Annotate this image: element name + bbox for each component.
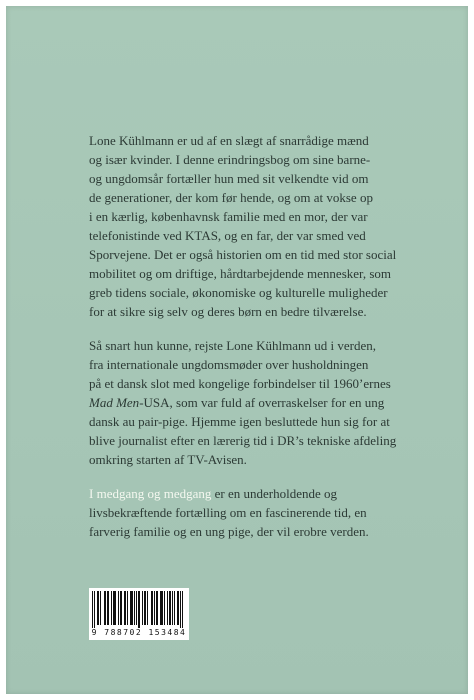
barcode-bar — [115, 591, 116, 625]
blurb-line: Sporvejene. Det er også historien om en tid med stor social — [89, 247, 397, 262]
blurb-line: på et dansk slot med kongelige forbindelser til 1960’ernes — [89, 376, 391, 391]
barcode-bar — [105, 591, 106, 625]
barcode-bar — [138, 591, 139, 628]
barcode-bar — [113, 591, 114, 625]
barcode-bar — [169, 591, 170, 625]
barcode-bar — [100, 591, 101, 625]
barcode-bar — [172, 591, 173, 625]
blurb-line: livsbekræftende fortælling om en fascinerende tid, en — [89, 505, 367, 520]
blurb-line: dansk au pair-pige. Hjemme igen besluttede hun sig for at — [89, 414, 390, 429]
barcode-bar — [180, 591, 181, 628]
barcode-bar — [170, 591, 171, 625]
barcode-bar — [151, 591, 152, 625]
barcode-bar — [161, 591, 162, 625]
blurb-paragraph-3 — [89, 484, 414, 541]
blurb-line: greb tidens sociale, økonomiske og kulturelle muligheder — [89, 285, 388, 300]
barcode-bar — [121, 591, 122, 625]
barcode-bar — [111, 591, 112, 625]
blurb-line-title — [89, 484, 414, 503]
barcode-bar — [177, 591, 178, 625]
blurb-line-rest: -USA, som var fuld af overraskelser for en ung — [139, 395, 385, 410]
mad-men-title: Mad Men — [89, 395, 140, 410]
barcode-bar — [120, 591, 121, 625]
barcode-bar — [142, 591, 143, 625]
barcode-bar — [136, 591, 137, 625]
barcode-bar — [157, 591, 158, 625]
barcode-bar — [160, 591, 161, 625]
blurb-paragraph-1 — [89, 131, 414, 321]
barcode-bar — [156, 591, 157, 625]
blurb-line: omkring starten af TV-Avisen. — [89, 452, 247, 467]
back-cover — [6, 6, 468, 694]
blurb-line-rest: er en underholdende og — [211, 486, 338, 501]
barcode-bar — [152, 591, 153, 625]
blurb-line: og ungdomsår fortæller hun med sit velkendte vid om — [89, 171, 369, 186]
barcode-bar — [114, 591, 115, 625]
barcode-bar — [104, 591, 105, 625]
book-title-highlight: I medgang og medgang — [89, 486, 212, 501]
blurb-line: i en kærlig, københavnsk familie med en mor, der var — [89, 209, 368, 224]
blurb-line: telefonistinde ved KTAS, og en far, der var smed ved — [89, 228, 366, 243]
barcode-bar — [174, 591, 175, 625]
barcode-bar — [178, 591, 179, 625]
barcode-bar — [108, 591, 109, 625]
blurb-line: blive journalist efter en lærerig tid i DR’s tekniske afdeling — [89, 433, 397, 448]
barcode-bar — [147, 591, 148, 625]
blurb-line: de generationer, der kom før hende, og om at vokse op — [89, 190, 373, 205]
barcode-bar — [164, 591, 165, 625]
blurb-line: Så snart hun kunne, rejste Lone Kühlmann ud i verden, — [89, 338, 377, 353]
blurb-line-mad-men — [89, 393, 414, 412]
barcode-bar — [107, 591, 108, 625]
barcode-bar — [127, 591, 128, 625]
isbn-barcode — [89, 588, 189, 640]
barcode-bar — [132, 591, 133, 625]
isbn-digits: 9 788702 153484 — [91, 628, 187, 637]
barcode-bar — [97, 591, 98, 625]
barcode-bar — [144, 591, 145, 625]
blurb-line: Lone Kühlmann er ud af en slægt af snarrådige mænd — [89, 133, 369, 148]
barcode-bar — [139, 591, 140, 628]
barcode-bar — [131, 591, 132, 625]
blurb-line: fra internationale ungdomsmøder over husholdningen — [89, 357, 369, 372]
blurb-line: og især kvinder. I denne erindringsbog om sine barne- — [89, 152, 371, 167]
barcode-bar — [134, 591, 135, 625]
blurb-line: mobilitet og om driftige, hårdtarbejdende mennesker, som — [89, 266, 392, 281]
barcode-bar — [124, 591, 125, 625]
barcode-bar — [125, 591, 126, 625]
barcode-bar — [94, 591, 95, 628]
barcode-bar — [162, 591, 163, 625]
barcode-bar — [130, 591, 131, 625]
barcode-bar — [145, 591, 146, 625]
blurb-paragraph-2 — [89, 336, 414, 469]
barcode-bar — [92, 591, 93, 628]
blurb-line: for at sikre sig selv og deres børn en bedre tilværelse. — [89, 304, 367, 319]
barcode-bar — [98, 591, 99, 625]
barcode-bar — [154, 591, 155, 625]
barcode-bar — [182, 591, 183, 628]
barcode-bar — [118, 591, 119, 625]
barcode-bars — [89, 588, 189, 628]
barcode-bar — [167, 591, 168, 625]
blurb-line: farverig familie og en ung pige, der vil erobre verden. — [89, 524, 369, 539]
